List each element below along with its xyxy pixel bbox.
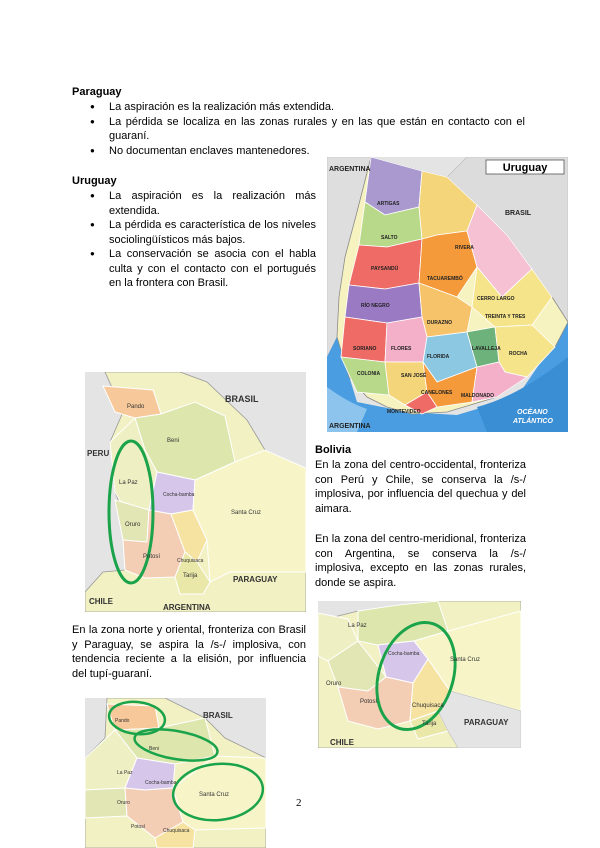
bolivia-map-south [318, 601, 521, 748]
list-item: ● La aspiración es la realización más extendida. [72, 100, 525, 115]
map-label: CERRO LARGO [477, 296, 515, 302]
map-label: Potosí [131, 824, 146, 830]
map-label: Potosí [360, 699, 378, 705]
map-label: Beni [167, 438, 180, 444]
map-label: La Paz [348, 623, 367, 629]
map-label: ATLÁNTICO [513, 418, 553, 425]
bolivia-map-north-east [85, 698, 266, 848]
map-label: RIVERA [455, 245, 474, 251]
map-title: Uruguay [502, 162, 548, 174]
map-label: LAVALLEJA [472, 346, 501, 352]
map-label: Chuquisaca [412, 703, 444, 709]
map-label: OCÉANO [517, 409, 548, 416]
map-label: Cocha-bamba [145, 780, 177, 786]
map-label: BRASIL [203, 711, 233, 720]
map-label: SAN JOSÉ [401, 373, 427, 379]
map-label: Pando [127, 404, 145, 410]
map-label: ARGENTINA [163, 603, 211, 612]
bolivia-paragraph-3: En la zona norte y oriental, fronteriza con Brasil y Paraguay, se aspira la /s-/ implosiva, con tendencia reciente a la elisión, por influencia del tupí-guaraní. [72, 624, 306, 680]
map-label: CANELONES [421, 390, 453, 396]
map-label: COLONIA [357, 371, 381, 377]
map-label: Tarija [183, 573, 198, 579]
map-label: Pando [115, 718, 130, 724]
map-label: Santa Cruz [450, 657, 481, 663]
map-label: Chuquisaca [163, 828, 190, 834]
map-label: PERU [87, 449, 110, 458]
map-label: ARGENTINA [329, 423, 371, 430]
bolivia-paragraph-1: En la zona del centro-occidental, fronteriza con Perú y Chile, se conserva la /s-/ implosiva, por influencia del quechua y del aimara. [315, 459, 526, 515]
map-label: DURAZNO [427, 320, 452, 326]
map-label: MONTEVIDEO [387, 409, 421, 415]
map-label: PARAGUAY [464, 718, 509, 727]
map-label: MALDONADO [461, 393, 495, 399]
map-label: Potosí [143, 554, 161, 560]
map-label: SORIANO [353, 346, 377, 352]
map-label: Beni [149, 746, 160, 752]
bolivia-paragraph-2: En la zona del centro-meridional, fronteriza con Argentina, se conserva la /s-/ implosiva, excepto en las zonas rurales, donde se aspira. [315, 533, 526, 589]
map-label: Santa Cruz [231, 510, 262, 516]
list-item: ● No documentan enclaves mantenedores. [72, 144, 525, 159]
list-item: ● La pérdida se localiza en las zonas rurales y en las que están en contacto con el guaraní. [72, 115, 525, 144]
map-label: Tarija [422, 721, 437, 727]
map-label: BRASIL [505, 210, 532, 217]
map-label: La Paz [119, 480, 138, 486]
map-label: CHILE [330, 738, 354, 747]
bolivia-map-west [85, 372, 306, 612]
map-label: CHILE [89, 597, 113, 606]
list-item: ● La aspiración es la realización más extendida. [72, 189, 316, 218]
map-label: La Paz [117, 770, 133, 776]
map-label: PARAGUAY [233, 575, 278, 584]
map-label: BRASIL [225, 394, 259, 404]
map-label: Chuquisaca [177, 558, 204, 564]
map-label: Oruro [117, 800, 130, 806]
map-label: Cocha-bamba [163, 492, 195, 498]
list-item: ● La pérdida es característica de los niveles sociolingüísticos más bajos. [72, 218, 316, 247]
map-label: FLORES [391, 346, 412, 352]
map-label: FLORIDA [427, 354, 450, 360]
map-label: ARTIGAS [377, 201, 400, 207]
bolivia-heading: Bolivia [315, 444, 352, 456]
page-number: 2 [296, 797, 302, 809]
map-label: PAYSANDÚ [371, 266, 399, 272]
uruguay-bullet-list [72, 189, 316, 291]
map-label: Oruro [326, 681, 342, 687]
map-label: TREINTA Y TRES [485, 314, 526, 320]
paraguay-bullet-list [72, 100, 525, 158]
list-item: ● La conservación se asocia con el habla culta y con el contacto con el portugués en la frontera con Brasil. [72, 247, 316, 291]
map-label: SALTO [381, 235, 398, 241]
uruguay-map [327, 157, 568, 432]
map-label: ARGENTINA [329, 166, 371, 173]
map-label: Santa Cruz [199, 792, 230, 798]
map-label: TACUAREMBÓ [427, 276, 463, 282]
map-label: ROCHA [509, 351, 528, 357]
uruguay-heading: Uruguay [72, 175, 117, 187]
map-label: Cocha-bamba [388, 651, 420, 657]
map-label: RÍO NEGRO [361, 303, 390, 309]
map-label: Oruro [125, 522, 141, 528]
paraguay-heading: Paraguay [72, 86, 122, 98]
